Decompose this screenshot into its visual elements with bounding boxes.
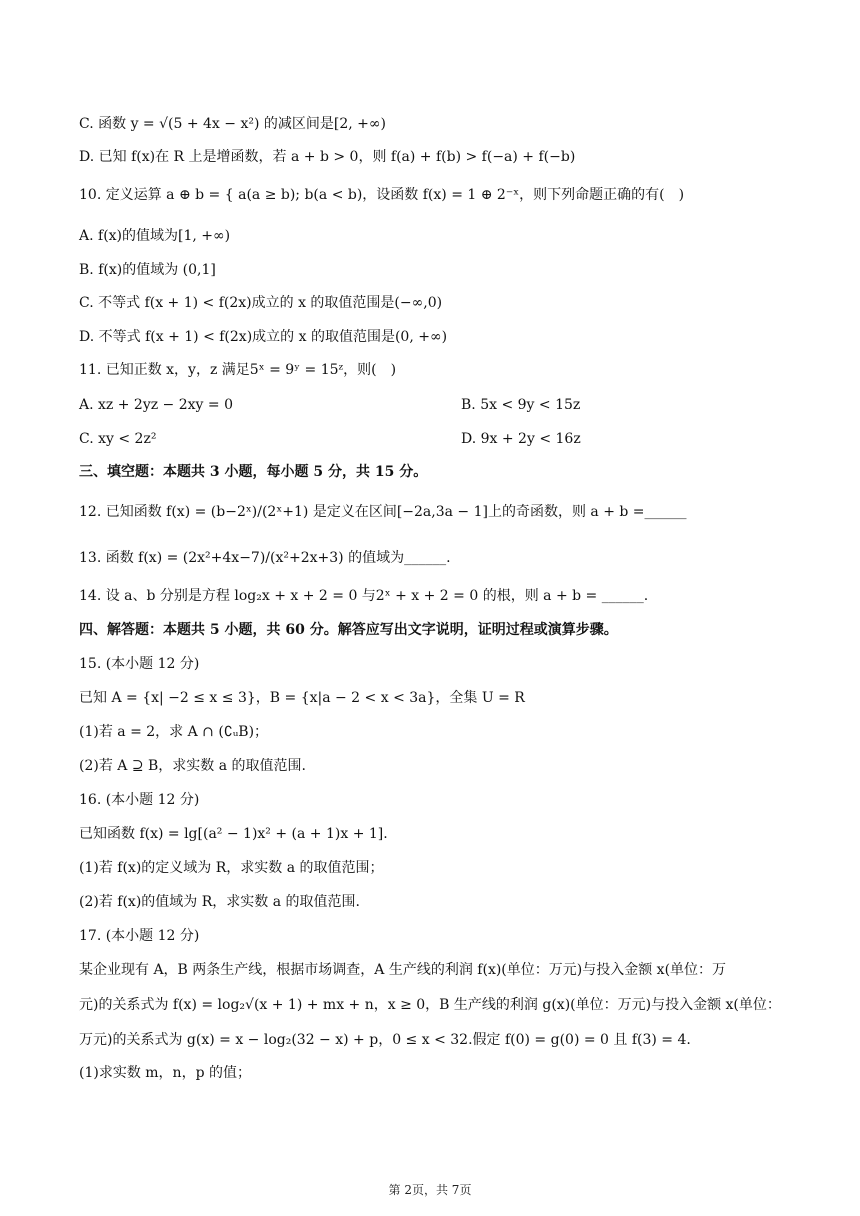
question-15-part1: (1)若 a = 2，求 A ∩ (∁ᵤB)；	[79, 724, 269, 740]
section-answer-heading: 四、解答题：本题共 5 小题，共 60 分。解答应写出文字说明，证明过程或演算步骤。	[79, 622, 618, 638]
question-15-stem: 已知 A = {x| −2 ≤ x ≤ 3}，B = {x|a − 2 < x < 3a}，全集 U = R	[79, 690, 525, 706]
option-11c: C. xy < 2z²	[79, 431, 157, 447]
question-17-title: 17. (本小题 12 分)	[79, 928, 200, 944]
option-9c: C. 函数 y = √(5 + 4x − x²) 的减区间是[2, +∞)	[79, 116, 387, 132]
option-10a: A. f(x)的值域为[1, +∞)	[79, 228, 231, 244]
option-11a: A. xz + 2yz − 2xy = 0	[79, 397, 233, 413]
question-15-part2: (2)若 A ⊇ B，求实数 a 的取值范围.	[79, 758, 307, 774]
options-11-row1	[79, 396, 581, 414]
question-17-stem-line3: 万元)的关系式为 g(x) = x − log₂(32 − x) + p，0 ≤ x < 32.假定 f(0) = g(0) = 0 且 f(3) = 4.	[79, 1032, 691, 1048]
page-footer: 第 2页，共 7页	[388, 1183, 472, 1197]
question-16-stem: 已知函数 f(x) = lg[(a² − 1)x² + (a + 1)x + 1].	[79, 826, 388, 842]
question-13: 13. 函数 f(x) = (2x²+4x−7)/(x²+2x+3) 的值域为______.	[79, 550, 451, 566]
options-11-row2	[79, 430, 581, 448]
question-16-part1: (1)若 f(x)的定义域为 R，求实数 a 的取值范围；	[79, 860, 384, 876]
question-17-part1: (1)求实数 m，n，p 的值；	[79, 1065, 251, 1081]
option-10c: C. 不等式 f(x + 1) < f(2x)成立的 x 的取值范围是(−∞,0)	[79, 295, 443, 311]
option-11b: B. 5x < 9y < 15z	[461, 397, 581, 413]
question-11: 11. 已知正数 x，y，z 满足5ˣ = 9ʸ = 15ᶻ，则( )	[79, 362, 397, 378]
question-10: 10. 定义运算 a ⊕ b = { a(a ≥ b); b(a < b)，设函数 f(x) = 1 ⊕ 2⁻ˣ，则下列命题正确的有( )	[79, 187, 685, 203]
option-11d: D. 9x + 2y < 16z	[461, 431, 581, 447]
question-12: 12. 已知函数 f(x) = (b−2ˣ)/(2ˣ+1) 是定义在区间[−2a,3a − 1]上的奇函数，则 a + b =______	[79, 504, 687, 520]
option-9d: D. 已知 f(x)在 R 上是增函数，若 a + b > 0，则 f(a) + f(b) > f(−a) + f(−b)	[79, 149, 576, 165]
question-17-stem-line2: 元)的关系式为 f(x) = log₂√(x + 1) + mx + n，x ≥ 0，B 生产线的利润 g(x)(单位：万元)与投入金额 x(单位：	[79, 997, 781, 1013]
option-10b: B. f(x)的值域为 (0,1]	[79, 262, 216, 278]
section-fill-blank-heading: 三、填空题：本题共 3 小题，每小题 5 分，共 15 分。	[79, 464, 428, 480]
question-17-stem-line1: 某企业现有 A，B 两条生产线，根据市场调查，A 生产线的利润 f(x)(单位：万元)与投入金额 x(单位：万	[79, 962, 727, 978]
question-14: 14. 设 a、b 分别是方程 log₂x + x + 2 = 0 与2ˣ + x + 2 = 0 的根，则 a + b = ______.	[79, 588, 649, 604]
question-15-title: 15. (本小题 12 分)	[79, 656, 200, 672]
question-16-part2: (2)若 f(x)的值域为 R，求实数 a 的取值范围.	[79, 894, 360, 910]
question-16-title: 16. (本小题 12 分)	[79, 792, 200, 808]
option-10d: D. 不等式 f(x + 1) < f(2x)成立的 x 的取值范围是(0, +∞)	[79, 329, 448, 345]
